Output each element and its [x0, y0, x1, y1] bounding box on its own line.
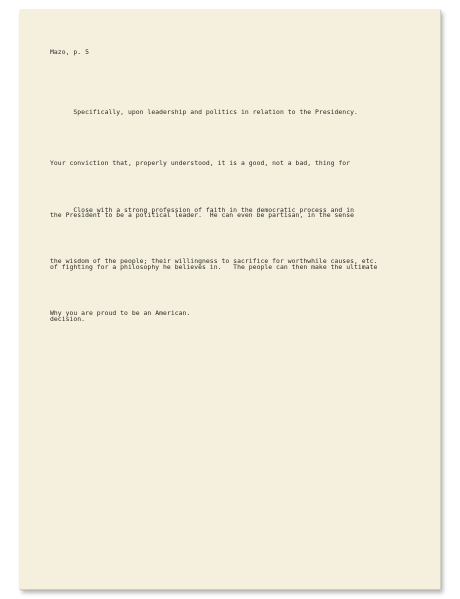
- paragraph-line: of fighting for a philosophy he believes in. The people can then make the ultimate: [50, 263, 378, 272]
- paragraph-line: the wisdom of the people; their willingness to sacrifice for worthwhile causes, etc.: [50, 257, 378, 266]
- page-header: Mazo, p. 5: [50, 48, 89, 56]
- paragraph-line: Close with a strong profession of faith in the democratic process and in: [50, 205, 355, 214]
- paragraph-line: the President to be a political leader. He can even be partisan, in the sense: [50, 211, 355, 220]
- paragraph-line: Your conviction that, properly understood, it is a good, not a bad, thing for: [50, 159, 351, 168]
- paragraph-line: Why you are proud to be an American.: [50, 309, 191, 318]
- paragraph-line: Specifically, upon leadership and politics in relation to the Presidency.: [50, 107, 358, 116]
- paragraph-closing: [50, 167, 377, 357]
- paragraph-line: decision.: [50, 315, 86, 324]
- typed-letter-page: [20, 10, 441, 590]
